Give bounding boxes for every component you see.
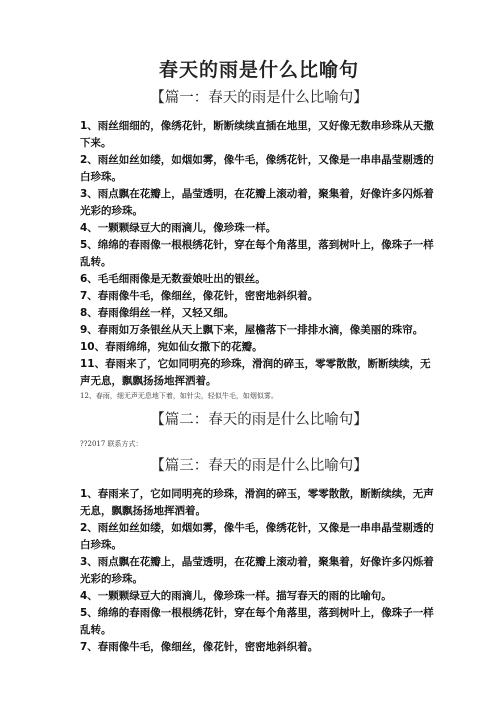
list-item: 3、雨点飘在花瓣上，晶莹透明，在花瓣上滚动着，聚集着，好像许多闪烁着光彩的珍珠。 [80, 556, 434, 585]
list-item: 5、绵绵的春雨像一根根绣花针，穿在每个角落里，落到树叶上，像珠子一样乱转。 [80, 239, 434, 268]
list-item: 8、春雨像绢丝一样，又轻又细。 [80, 307, 235, 319]
section-heading-1: 【篇一：春天的雨是什么比喻句】 [150, 90, 368, 106]
list-item: 1、春雨来了，它如同明亮的珍珠，滑润的碎玉，零零散散，断断续续，无声无息，飘飘扬扬地挥洒着。 [80, 488, 434, 517]
list-item: 1、雨丝细细的，像绣花针，断断续续直插在地里，又好像无数串珍珠从天撒下来。 [80, 120, 434, 149]
list-item: 6、毛毛细雨像是无数蚕娘吐出的银丝。 [80, 273, 266, 285]
list-item: 2、雨丝如丝如缕，如烟如雾，像牛毛，像绣花针，又像是一串串晶莹剔透的白珍珠。 [80, 154, 434, 183]
section-heading-3: 【篇三：春天的雨是什么比喻句】 [150, 458, 368, 474]
small-note: 12、春雨，细无声无息地下着，如针尖，轻似牛毛，如烟似雾。 [80, 392, 278, 400]
section-3-list [80, 486, 438, 656]
list-item: 4、一颗颗绿豆大的雨滴儿，像珍珠一样。 [80, 222, 277, 234]
list-item: 4、一颗颗绿豆大的雨滴儿，像珍珠一样。描写春天的雨的比喻句。 [80, 590, 392, 602]
list-item: 7、春雨像牛毛，像细丝，像花针，密密地斜织着。 [80, 641, 319, 653]
contact-line: ??2017 联系方式： [80, 440, 143, 448]
section-1-list [80, 118, 438, 390]
list-item: 11、春雨来了，它如同明亮的珍珠，滑润的碎玉，零零散散，断断续续，无声无息，飘飘扬扬地挥洒着。 [80, 358, 431, 387]
list-item: 7、春雨像牛毛，像细丝，像花针，密密地斜织着。 [80, 290, 319, 302]
list-item: 2、雨丝如丝如缕，如烟如雾，像牛毛，像绣花针，又像是一串串晶莹剔透的白珍珠。 [80, 522, 434, 551]
list-item: 5、绵绵的春雨像一根根绣花针，穿在每个角落里，落到树叶上，像珠子一样乱转。 [80, 607, 434, 636]
list-item: 9、春雨如万条银丝从天上飘下来，屋檐落下一排排水滴，像美丽的珠帘。 [80, 324, 424, 336]
list-item: 3、雨点飘在花瓣上，晶莹透明，在花瓣上滚动着，聚集着，好像许多闪烁着光彩的珍珠。 [80, 188, 434, 217]
list-item: 10、春雨绵绵，宛如仙女撒下的花瓣。 [80, 341, 263, 353]
section-heading-2: 【篇二：春天的雨是什么比喻句】 [150, 412, 368, 428]
document-title: 春天的雨是什么比喻句 [158, 59, 359, 81]
